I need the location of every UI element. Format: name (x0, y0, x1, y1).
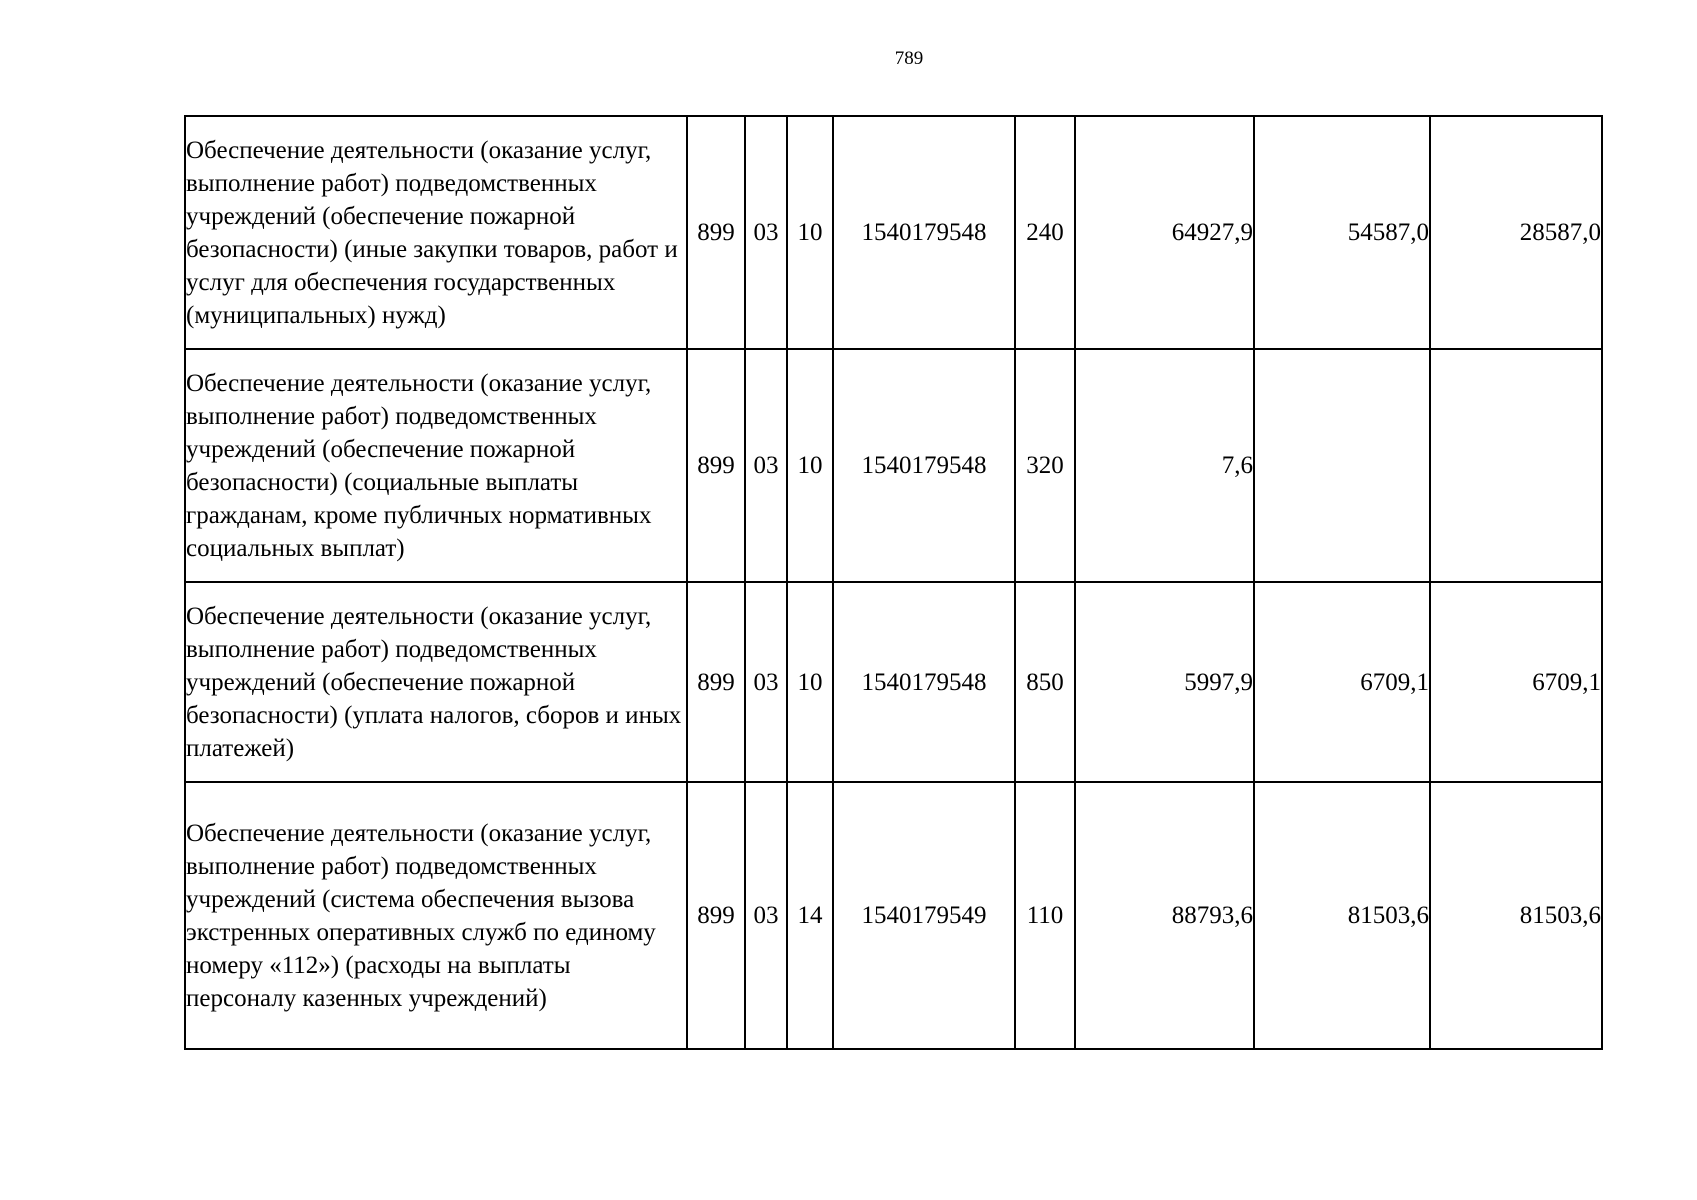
expense-type-code: 320 (1015, 349, 1075, 582)
amount-year-1: 88793,6 (1075, 782, 1254, 1049)
table-row (185, 782, 1602, 1049)
row-description: Обеспечение деятельности (оказание услуг, выполнение работ) подведомственных учреждений (обеспечение пожарной безопасности) (уплата налогов, сборов и иных платежей) (185, 582, 687, 782)
amount-year-2: 6709,1 (1254, 582, 1430, 782)
table-row (185, 582, 1602, 782)
amount-year-3 (1430, 349, 1602, 582)
table-row (185, 349, 1602, 582)
expense-type-code: 110 (1015, 782, 1075, 1049)
section-code: 03 (745, 782, 787, 1049)
amount-year-1: 7,6 (1075, 349, 1254, 582)
expense-type-code: 240 (1015, 116, 1075, 349)
amount-year-2: 81503,6 (1254, 782, 1430, 1049)
page-number: 789 (894, 48, 924, 69)
target-article-code: 1540179548 (833, 116, 1015, 349)
section-code: 03 (745, 116, 787, 349)
row-description: Обеспечение деятельности (оказание услуг, выполнение работ) подведомственных учреждений (система обеспечения вызова экстренных оперативных служб по единому номеру «112») (расходы на выплаты персоналу казенных учреждений) (185, 782, 687, 1049)
target-article-code: 1540179548 (833, 582, 1015, 782)
section-code: 03 (745, 349, 787, 582)
amount-year-3: 81503,6 (1430, 782, 1602, 1049)
table-row (185, 116, 1602, 349)
ministry-code: 899 (687, 116, 745, 349)
subsection-code: 14 (787, 782, 833, 1049)
section-code: 03 (745, 582, 787, 782)
row-description: Обеспечение деятельности (оказание услуг, выполнение работ) подведомственных учреждений (обеспечение пожарной безопасности) (иные закупки товаров, работ и услуг для обеспечения государственных (муниципальных) нужд) (185, 116, 687, 349)
subsection-code: 10 (787, 116, 833, 349)
row-description: Обеспечение деятельности (оказание услуг, выполнение работ) подведомственных учреждений (обеспечение пожарной безопасности) (социальные выплаты гражданам, кроме публичных нормативных социальных выплат) (185, 349, 687, 582)
amount-year-3: 6709,1 (1430, 582, 1602, 782)
ministry-code: 899 (687, 349, 745, 582)
amount-year-1: 64927,9 (1075, 116, 1254, 349)
budget-table (184, 115, 1603, 1050)
amount-year-2: 54587,0 (1254, 116, 1430, 349)
subsection-code: 10 (787, 582, 833, 782)
amount-year-3: 28587,0 (1430, 116, 1602, 349)
subsection-code: 10 (787, 349, 833, 582)
expense-type-code: 850 (1015, 582, 1075, 782)
target-article-code: 1540179548 (833, 349, 1015, 582)
ministry-code: 899 (687, 782, 745, 1049)
ministry-code: 899 (687, 582, 745, 782)
target-article-code: 1540179549 (833, 782, 1015, 1049)
amount-year-2 (1254, 349, 1430, 582)
amount-year-1: 5997,9 (1075, 582, 1254, 782)
